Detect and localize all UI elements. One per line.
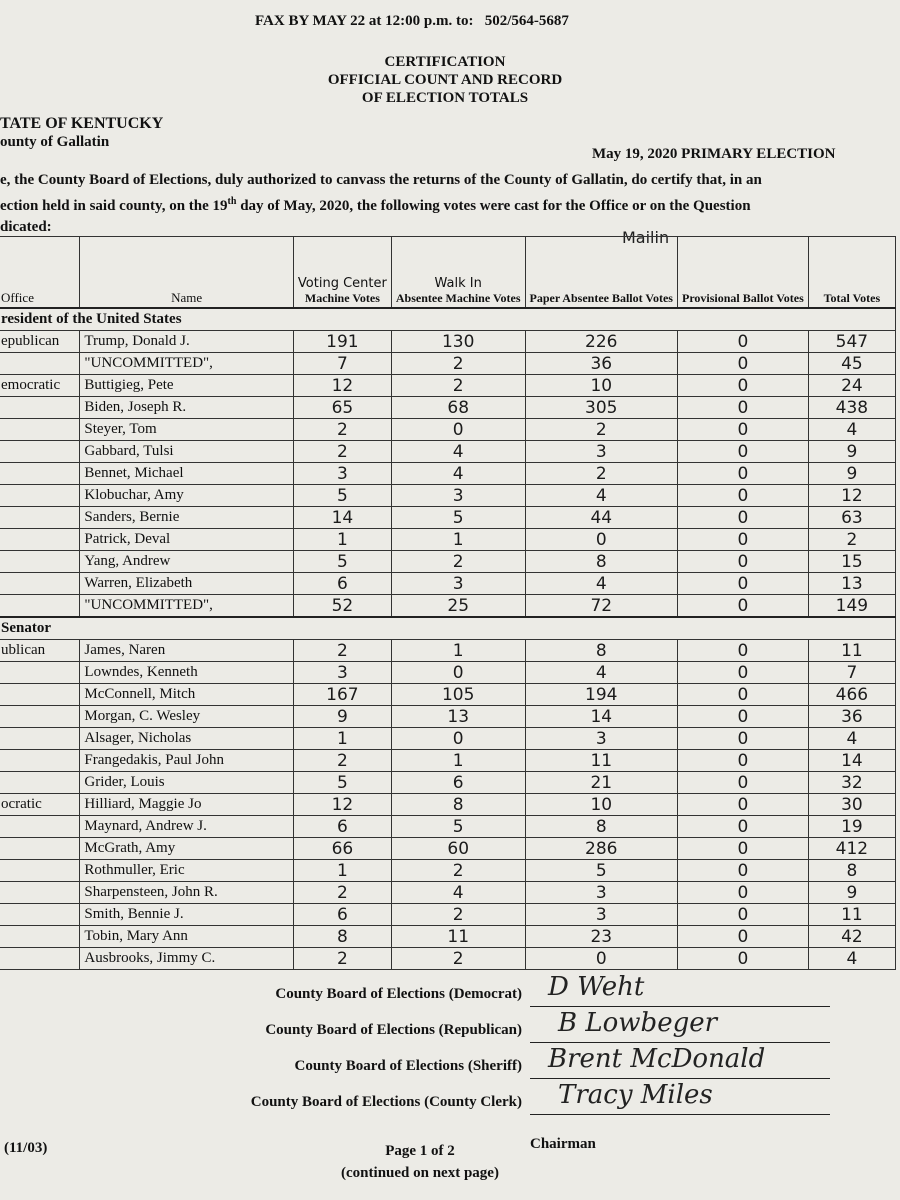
- fax-line: FAX BY MAY 22 at 12:00 p.m. to:: [255, 13, 474, 29]
- candidate-name: Ausbrooks, Jimmy C.: [80, 948, 294, 970]
- machine-votes: 2: [293, 419, 391, 441]
- party-cell: [0, 529, 80, 551]
- page-info: [300, 1140, 540, 1184]
- election-title: May 19, 2020 PRIMARY ELECTION: [592, 146, 836, 162]
- total-votes: 45: [808, 353, 895, 375]
- signature-line: [530, 1042, 830, 1043]
- total-votes: 4: [808, 728, 895, 750]
- machine-votes: 5: [293, 485, 391, 507]
- machine-votes: 3: [293, 463, 391, 485]
- paper-absentee-votes: 3: [525, 441, 677, 463]
- total-votes-header: [808, 237, 895, 309]
- signature-line: [530, 1078, 830, 1079]
- absentee-machine-votes: 2: [391, 948, 525, 970]
- candidate-name: Steyer, Tom: [80, 419, 294, 441]
- party-cell: [0, 772, 80, 794]
- total-votes: 30: [808, 794, 895, 816]
- provisional-votes: 0: [677, 573, 808, 595]
- form-code: (11/03): [4, 1140, 48, 1156]
- signature-label: County Board of Elections (County Clerk): [250, 1094, 522, 1110]
- paper-absentee-votes: 3: [525, 904, 677, 926]
- absentee-machine-votes: 3: [391, 485, 525, 507]
- provisional-votes: 0: [677, 926, 808, 948]
- absentee-machine-votes: 1: [391, 529, 525, 551]
- provisional-votes: 0: [677, 419, 808, 441]
- total-votes: 32: [808, 772, 895, 794]
- candidate-row: [0, 750, 896, 772]
- provisional-votes: 0: [677, 904, 808, 926]
- total-votes: 466: [808, 684, 895, 706]
- total-votes: 7: [808, 662, 895, 684]
- party-cell: [0, 441, 80, 463]
- provisional-votes: 0: [677, 331, 808, 353]
- office-section-row: [0, 308, 896, 331]
- candidate-row: [0, 529, 896, 551]
- paper-absentee-votes: 14: [525, 706, 677, 728]
- walk-in-handwritten: Walk In: [434, 276, 482, 291]
- absentee-machine-votes: 4: [391, 463, 525, 485]
- certification-title: [300, 53, 590, 107]
- total-votes: 9: [808, 882, 895, 904]
- candidate-row: [0, 441, 896, 463]
- machine-votes: 191: [293, 331, 391, 353]
- absentee-machine-votes: 2: [391, 551, 525, 573]
- absentee-machine-votes: 5: [391, 816, 525, 838]
- signature-line: [530, 1114, 830, 1115]
- candidate-name: Buttigieg, Pete: [80, 375, 294, 397]
- paper-absentee-votes: 194: [525, 684, 677, 706]
- party-cell: [0, 485, 80, 507]
- provisional-votes: 0: [677, 816, 808, 838]
- machine-votes: 65: [293, 397, 391, 419]
- absentee-machine-votes: 1: [391, 750, 525, 772]
- candidate-name: Warren, Elizabeth: [80, 573, 294, 595]
- machine-votes: 6: [293, 904, 391, 926]
- provisional-label: Provisional Ballot Votes: [681, 291, 804, 305]
- party-cell: [0, 838, 80, 860]
- candidate-name: Patrick, Deval: [80, 529, 294, 551]
- party-cell: [0, 419, 80, 441]
- absentee-machine-votes: 3: [391, 573, 525, 595]
- party-cell: [0, 397, 80, 419]
- provisional-votes: 0: [677, 772, 808, 794]
- candidate-row: [0, 772, 896, 794]
- candidate-name: Lowndes, Kenneth: [80, 662, 294, 684]
- fax-number: 502/564-5687: [484, 13, 569, 29]
- candidate-row: [0, 860, 896, 882]
- party-cell: [0, 507, 80, 529]
- vote-totals-table: [0, 236, 896, 970]
- jurisdiction: [0, 114, 163, 152]
- party-cell: [0, 684, 80, 706]
- party-cell: [0, 926, 80, 948]
- paper-absentee-votes: 72: [525, 595, 677, 618]
- mail-in-note: Mailin: [622, 228, 670, 247]
- total-votes: 149: [808, 595, 895, 618]
- candidate-row: [0, 375, 896, 397]
- provisional-votes: 0: [677, 794, 808, 816]
- party-cell: ocratic: [0, 794, 80, 816]
- total-votes: 4: [808, 948, 895, 970]
- county-name: ounty of Gallatin: [0, 134, 110, 150]
- provisional-votes: 0: [677, 948, 808, 970]
- party-cell: [0, 595, 80, 618]
- total-votes: 412: [808, 838, 895, 860]
- absentee-machine-votes: 5: [391, 507, 525, 529]
- statement-text: day of May, 2020, the following votes were cast for the Office or on the Question: [236, 198, 751, 214]
- candidate-name: "UNCOMMITTED",: [80, 595, 294, 618]
- candidate-name: Alsager, Nicholas: [80, 728, 294, 750]
- machine-votes: 9: [293, 706, 391, 728]
- absentee-machine-votes: 0: [391, 662, 525, 684]
- provisional-votes: 0: [677, 728, 808, 750]
- candidate-row: [0, 838, 896, 860]
- absentee-machine-votes: 2: [391, 375, 525, 397]
- handwritten-signature: Brent McDonald: [548, 1044, 766, 1074]
- voting-center-handwritten: Voting Center: [297, 276, 387, 291]
- candidate-name: Frangedakis, Paul John: [80, 750, 294, 772]
- party-cell: [0, 551, 80, 573]
- absentee-machine-label: Absentee Machine Votes: [395, 291, 521, 305]
- provisional-votes: 0: [677, 684, 808, 706]
- paper-absentee-votes: 21: [525, 772, 677, 794]
- absentee-machine-votes: 1: [391, 640, 525, 662]
- absentee-machine-votes: 13: [391, 706, 525, 728]
- paper-absentee-header: [525, 237, 677, 309]
- party-cell: [0, 882, 80, 904]
- machine-votes: 5: [293, 551, 391, 573]
- total-votes: 547: [808, 331, 895, 353]
- candidate-row: [0, 728, 896, 750]
- absentee-machine-votes: 0: [391, 419, 525, 441]
- statement-text: ection held in said county, on the 19: [0, 198, 228, 214]
- total-votes: 13: [808, 573, 895, 595]
- handwritten-signature: D Weht: [548, 972, 645, 1002]
- machine-votes: 12: [293, 375, 391, 397]
- candidate-row: [0, 397, 896, 419]
- paper-absentee-votes: 8: [525, 551, 677, 573]
- ordinal-suffix: th: [227, 196, 237, 207]
- candidate-row: [0, 551, 896, 573]
- candidate-row: [0, 353, 896, 375]
- absentee-machine-votes: 25: [391, 595, 525, 618]
- machine-votes: 2: [293, 948, 391, 970]
- paper-absentee-votes: 10: [525, 375, 677, 397]
- total-votes: 11: [808, 640, 895, 662]
- candidate-name: James, Naren: [80, 640, 294, 662]
- party-cell: [0, 948, 80, 970]
- continued-note: (continued on next page): [341, 1165, 499, 1181]
- provisional-votes: 0: [677, 353, 808, 375]
- party-cell: [0, 353, 80, 375]
- paper-absentee-votes: 0: [525, 529, 677, 551]
- machine-votes: 5: [293, 772, 391, 794]
- provisional-votes: 0: [677, 838, 808, 860]
- paper-absentee-votes: 2: [525, 419, 677, 441]
- provisional-votes: 0: [677, 595, 808, 618]
- machine-votes: 12: [293, 794, 391, 816]
- machine-votes: 7: [293, 353, 391, 375]
- provisional-votes: 0: [677, 640, 808, 662]
- page-number: Page 1 of 2: [385, 1143, 455, 1159]
- office-header: Office: [0, 237, 80, 309]
- absentee-machine-votes: 130: [391, 331, 525, 353]
- office-title: Senator: [0, 617, 896, 640]
- provisional-votes: 0: [677, 463, 808, 485]
- total-votes: 11: [808, 904, 895, 926]
- total-votes: 9: [808, 441, 895, 463]
- candidate-row: [0, 794, 896, 816]
- candidate-row: [0, 485, 896, 507]
- absentee-machine-votes: 8: [391, 794, 525, 816]
- machine-votes: 167: [293, 684, 391, 706]
- statement-line: [0, 191, 900, 217]
- candidate-name: McGrath, Amy: [80, 838, 294, 860]
- candidate-name: Yang, Andrew: [80, 551, 294, 573]
- candidate-name: Klobuchar, Amy: [80, 485, 294, 507]
- party-cell: [0, 662, 80, 684]
- candidate-name: Sanders, Bernie: [80, 507, 294, 529]
- paper-absentee-votes: 10: [525, 794, 677, 816]
- provisional-votes: 0: [677, 551, 808, 573]
- candidate-name: Sharpensteen, John R.: [80, 882, 294, 904]
- total-votes: 24: [808, 375, 895, 397]
- machine-votes: 1: [293, 529, 391, 551]
- total-votes: 4: [808, 419, 895, 441]
- candidate-row: [0, 684, 896, 706]
- absentee-machine-votes: 6: [391, 772, 525, 794]
- paper-absentee-votes: 11: [525, 750, 677, 772]
- candidate-row: [0, 573, 896, 595]
- absentee-machine-votes: 4: [391, 441, 525, 463]
- machine-votes: 14: [293, 507, 391, 529]
- candidate-row: [0, 662, 896, 684]
- paper-absentee-votes: 226: [525, 331, 677, 353]
- cert-title-line: OF ELECTION TOTALS: [361, 90, 529, 106]
- candidate-row: [0, 463, 896, 485]
- machine-votes: 8: [293, 926, 391, 948]
- party-cell: [0, 463, 80, 485]
- party-cell: [0, 860, 80, 882]
- provisional-votes: 0: [677, 485, 808, 507]
- candidate-row: [0, 816, 896, 838]
- machine-votes: 2: [293, 750, 391, 772]
- candidate-row: [0, 507, 896, 529]
- paper-absentee-votes: 4: [525, 573, 677, 595]
- party-cell: [0, 816, 80, 838]
- absentee-machine-votes: 2: [391, 860, 525, 882]
- paper-absentee-votes: 8: [525, 816, 677, 838]
- absentee-machine-votes: 60: [391, 838, 525, 860]
- state-name: TATE OF KENTUCKY: [0, 115, 164, 132]
- candidate-row: [0, 904, 896, 926]
- paper-absentee-votes: 23: [525, 926, 677, 948]
- candidate-name: Morgan, C. Wesley: [80, 706, 294, 728]
- total-votes: 19: [808, 816, 895, 838]
- chairman-label: Chairman: [530, 1136, 596, 1152]
- signature-label: County Board of Elections (Sheriff): [294, 1058, 522, 1074]
- candidate-name: McConnell, Mitch: [80, 684, 294, 706]
- party-cell: [0, 904, 80, 926]
- office-section-row: [0, 617, 896, 640]
- total-votes-label: Total Votes: [823, 291, 881, 305]
- candidate-name: Maynard, Andrew J.: [80, 816, 294, 838]
- paper-absentee-votes: 4: [525, 662, 677, 684]
- absentee-machine-votes: 2: [391, 353, 525, 375]
- signature-label: County Board of Elections (Democrat): [275, 986, 522, 1002]
- paper-absentee-votes: 3: [525, 728, 677, 750]
- paper-absentee-votes: 0: [525, 948, 677, 970]
- statement-line: dicated:: [0, 219, 52, 235]
- machine-votes: 66: [293, 838, 391, 860]
- machine-votes: 1: [293, 728, 391, 750]
- machine-votes-label: Machine Votes: [304, 291, 380, 305]
- total-votes: 12: [808, 485, 895, 507]
- cert-title-line: OFFICIAL COUNT AND RECORD: [327, 72, 563, 88]
- provisional-votes: 0: [677, 441, 808, 463]
- candidate-name: Tobin, Mary Ann: [80, 926, 294, 948]
- absentee-machine-votes: 68: [391, 397, 525, 419]
- machine-votes: 3: [293, 662, 391, 684]
- candidate-name: Hilliard, Maggie Jo: [80, 794, 294, 816]
- party-cell: [0, 706, 80, 728]
- handwritten-signature: B Lowbeger: [558, 1008, 718, 1038]
- paper-absentee-votes: 286: [525, 838, 677, 860]
- absentee-machine-votes: 105: [391, 684, 525, 706]
- provisional-votes: 0: [677, 860, 808, 882]
- party-cell: emocratic: [0, 375, 80, 397]
- name-header: Name: [80, 237, 294, 309]
- party-cell: epublican: [0, 331, 80, 353]
- paper-absentee-votes: 36: [525, 353, 677, 375]
- candidate-name: Smith, Bennie J.: [80, 904, 294, 926]
- candidate-name: Biden, Joseph R.: [80, 397, 294, 419]
- provisional-votes: 0: [677, 397, 808, 419]
- candidate-name: Bennet, Michael: [80, 463, 294, 485]
- candidate-name: Gabbard, Tulsi: [80, 441, 294, 463]
- machine-votes: 52: [293, 595, 391, 618]
- provisional-votes: 0: [677, 375, 808, 397]
- provisional-votes: 0: [677, 706, 808, 728]
- certification-statement: [0, 170, 900, 238]
- candidate-row: [0, 595, 896, 618]
- total-votes: 8: [808, 860, 895, 882]
- paper-absentee-votes: 2: [525, 463, 677, 485]
- total-votes: 2: [808, 529, 895, 551]
- provisional-votes: 0: [677, 507, 808, 529]
- candidate-row: [0, 419, 896, 441]
- absentee-machine-votes: 4: [391, 882, 525, 904]
- column-header-row: [0, 237, 896, 309]
- signature-label: County Board of Elections (Republican): [265, 1022, 522, 1038]
- paper-absentee-votes: 4: [525, 485, 677, 507]
- candidate-row: [0, 948, 896, 970]
- paper-absentee-votes: 3: [525, 882, 677, 904]
- paper-absentee-votes: 44: [525, 507, 677, 529]
- party-cell: [0, 750, 80, 772]
- handwritten-signature: Tracy Miles: [558, 1080, 713, 1110]
- candidate-name: Grider, Louis: [80, 772, 294, 794]
- machine-votes: 2: [293, 882, 391, 904]
- paper-absentee-votes: 305: [525, 397, 677, 419]
- candidate-row: [0, 882, 896, 904]
- provisional-votes: 0: [677, 662, 808, 684]
- machine-votes: 1: [293, 860, 391, 882]
- machine-votes: 2: [293, 441, 391, 463]
- absentee-machine-header: [391, 237, 525, 309]
- fax-instruction: [255, 13, 569, 30]
- provisional-votes: 0: [677, 882, 808, 904]
- party-cell: [0, 728, 80, 750]
- absentee-machine-votes: 2: [391, 904, 525, 926]
- paper-absentee-votes: 8: [525, 640, 677, 662]
- candidate-row: [0, 706, 896, 728]
- machine-votes: 2: [293, 640, 391, 662]
- statement-line: e, the County Board of Elections, duly authorized to canvass the returns of the County of Gallatin, do certify that, in an: [0, 172, 762, 188]
- party-cell: [0, 573, 80, 595]
- provisional-votes: 0: [677, 529, 808, 551]
- provisional-votes: 0: [677, 750, 808, 772]
- candidate-row: [0, 926, 896, 948]
- absentee-machine-votes: 11: [391, 926, 525, 948]
- cert-title-line: CERTIFICATION: [384, 54, 506, 70]
- total-votes: 15: [808, 551, 895, 573]
- candidate-name: Rothmuller, Eric: [80, 860, 294, 882]
- paper-absentee-votes: 5: [525, 860, 677, 882]
- total-votes: 42: [808, 926, 895, 948]
- paper-absentee-label: Paper Absentee Ballot Votes: [529, 291, 673, 305]
- candidate-name: "UNCOMMITTED",: [80, 353, 294, 375]
- candidate-name: Trump, Donald J.: [80, 331, 294, 353]
- candidate-row: [0, 331, 896, 353]
- machine-votes-header: [293, 237, 391, 309]
- total-votes: 63: [808, 507, 895, 529]
- total-votes: 14: [808, 750, 895, 772]
- total-votes: 9: [808, 463, 895, 485]
- total-votes: 438: [808, 397, 895, 419]
- provisional-header: [677, 237, 808, 309]
- office-title: resident of the United States: [0, 308, 896, 331]
- total-votes: 36: [808, 706, 895, 728]
- absentee-machine-votes: 0: [391, 728, 525, 750]
- signature-line: [530, 1006, 830, 1007]
- party-cell: ublican: [0, 640, 80, 662]
- candidate-row: [0, 640, 896, 662]
- machine-votes: 6: [293, 573, 391, 595]
- machine-votes: 6: [293, 816, 391, 838]
